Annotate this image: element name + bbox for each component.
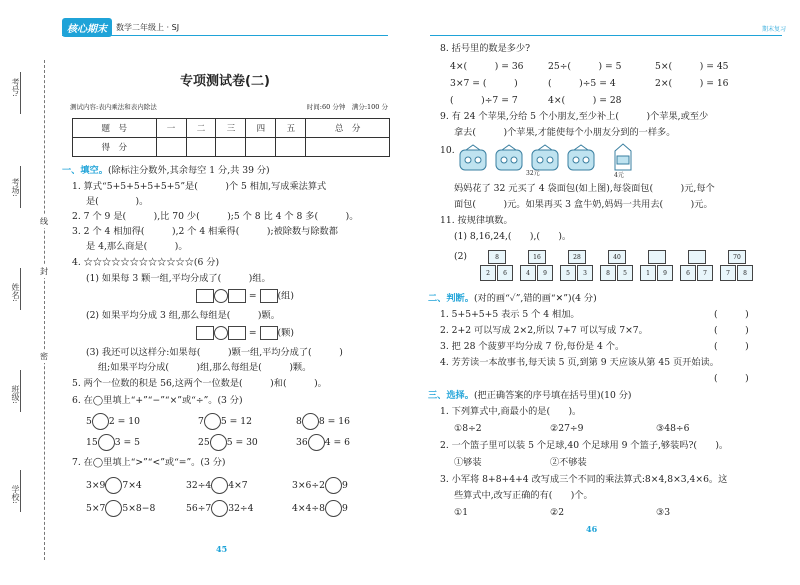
answer-box[interactable]: [260, 326, 278, 340]
brand-subtitle: 数学二年级上 · SJ: [116, 23, 180, 32]
score-cell: 得 分: [73, 138, 157, 157]
judge-answer[interactable]: ( ): [714, 309, 749, 320]
choice-option: ①1: [454, 507, 469, 518]
q7-left: 5×7: [86, 503, 106, 514]
q6-left: 25: [198, 437, 210, 448]
q6-left: 36: [296, 437, 308, 448]
name-line: [20, 268, 21, 310]
section-3-heading: [428, 389, 632, 403]
school-label: 学校:: [11, 485, 20, 504]
q6-item: [296, 413, 350, 430]
cube-top: 70: [728, 250, 746, 264]
q6-left: 15: [86, 437, 98, 448]
choice-1: 1. 下列算式中,商最小的是( )。: [440, 406, 582, 417]
judge-4: 4. 芳芳读一本故事书,每天读 5 页,到第 9 天应该从第 45 页开始读。: [440, 357, 719, 368]
cube-bottom-left: 4: [520, 265, 536, 281]
section-1-title: 一、填空。: [62, 165, 108, 176]
exam-number-label: 考号:: [11, 78, 20, 97]
brand-logo: 核心期末: [62, 18, 112, 37]
score-input-cell[interactable]: [156, 138, 186, 157]
choice-option: ①8÷2: [454, 423, 482, 434]
q8-cell: 4×( ) = 28: [548, 95, 622, 106]
section-2-note: (对的画“✓”,错的画“✕”)(4 分): [473, 293, 597, 304]
test-full-score: 满分:100 分: [351, 103, 388, 111]
binding-margin: [0, 0, 52, 585]
test-time-score: [307, 102, 388, 111]
score-input-cell[interactable]: [186, 138, 216, 157]
unit-label: (组): [277, 290, 294, 302]
choice-option: ①够装: [454, 457, 482, 468]
page-title: 专项测试卷(二): [180, 74, 270, 89]
q6-item: [86, 434, 140, 451]
q7-left: 3×9: [86, 480, 106, 491]
q7-right: 32÷4: [228, 503, 254, 514]
choice-option: ②27÷9: [550, 423, 584, 434]
cube-bottom-right: 7: [697, 265, 713, 281]
bread-bag-icon: [458, 144, 488, 172]
judge-2: 2. 2+2 可以写成 2×2,所以 7+7 可以写成 7×7。: [440, 325, 648, 336]
bread-bag-icon: [530, 144, 560, 172]
q7-item: [186, 477, 248, 494]
q8-cell: 5×( ) = 45: [655, 61, 729, 72]
choice-3b: 些算式中,改写正确的有( )个。: [454, 490, 593, 501]
cube-bottom-left: 6: [680, 265, 696, 281]
score-table-header-row: [73, 119, 390, 138]
school-line: [20, 470, 21, 512]
score-cell: 二: [186, 119, 216, 138]
page-number-left: 45: [216, 544, 228, 554]
operator-circle[interactable]: [98, 434, 115, 451]
exam-room-label: 考场:: [11, 178, 20, 197]
question-11: 11. 按规律填数。: [440, 215, 513, 226]
name-label: 姓名:: [11, 283, 20, 302]
judge-answer[interactable]: ( ): [714, 325, 749, 336]
cube-bottom-right: 8: [737, 265, 753, 281]
q7-left: 56÷7: [186, 503, 212, 514]
cube-bottom-right: 9: [657, 265, 673, 281]
judge-1: 1. 5+5+5+5 表示 5 个 4 相加。: [440, 309, 580, 320]
unit-label: (颗): [277, 327, 294, 339]
choice-3a: 3. 小军将 8+8+4+4 改写成三个不同的乘法算式:8×4,8×3,4×6。这: [440, 474, 728, 485]
question-5: 5. 两个一位数的积是 56,这两个一位数是( )和( )。: [72, 378, 327, 389]
judge-3: 3. 把 28 个菠萝平均分成 7 份,每份是 4 个。: [440, 341, 625, 352]
q8-cell: 4×( ) = 36: [450, 61, 524, 72]
header-rule: [62, 35, 388, 36]
cube-top: 16: [528, 250, 546, 264]
judge-answer[interactable]: ( ): [714, 373, 749, 384]
test-meta: [70, 102, 388, 111]
binding-dashed-line: [44, 60, 45, 560]
cube-top: 40: [608, 250, 626, 264]
bread-price-label: 32元: [526, 170, 540, 177]
seal-mark-secret: 密: [40, 352, 48, 361]
compare-circle[interactable]: [325, 477, 342, 494]
score-input-cell[interactable]: [306, 138, 390, 157]
cube-bottom-right: 3: [577, 265, 593, 281]
milk-carton-icon: [612, 142, 634, 172]
test-content: 测试内容:表内乘法和表内除法: [70, 103, 157, 111]
question-3a: 3. 2 个 4 相加得( ),2 个 4 相乘得( );被除数与除数都: [72, 226, 338, 237]
q6-right: 4 = 6: [324, 437, 350, 448]
answer-box[interactable]: [260, 289, 278, 303]
class-line: [20, 370, 21, 412]
q6-left: 5: [86, 416, 92, 427]
q8-cell: 2×( ) = 16: [655, 78, 729, 89]
choice-option: ③48÷6: [656, 423, 690, 434]
score-table: [72, 118, 390, 157]
q7-left: 32÷4: [186, 480, 212, 491]
cube-top: 8: [488, 250, 506, 264]
section-2-title: 二、判断。: [428, 293, 474, 304]
operator-circle[interactable]: [92, 413, 109, 430]
cube-bottom-left: 1: [640, 265, 656, 281]
cube-bottom-left: 8: [600, 265, 616, 281]
question-11-1: (1) 8,16,24,( ),( )。: [454, 231, 572, 242]
exam-number-line: [20, 72, 21, 114]
bread-bag-icon: [566, 144, 596, 172]
score-input-cell[interactable]: [246, 138, 276, 157]
operator-circle[interactable]: [214, 326, 228, 340]
question-8: 8. 括号里的数是多少?: [440, 43, 531, 54]
section-3-title: 三、选择。: [428, 390, 474, 401]
q8-cell: ( )÷5 = 4: [548, 78, 616, 89]
section-1-note: (除标注分数外,其余每空 1 分,共 39 分): [107, 165, 270, 176]
operator-circle[interactable]: [210, 434, 227, 451]
cube-bottom-left: 5: [560, 265, 576, 281]
q7-item: [292, 477, 348, 494]
number-cube: [680, 250, 714, 284]
choice-option: ③3: [656, 507, 671, 518]
milk-price-label: 4元: [614, 172, 624, 179]
q8-cell: ( )÷7 = 7: [450, 95, 518, 106]
question-4: 4. ☆☆☆☆☆☆☆☆☆☆☆☆(6 分): [72, 257, 220, 268]
q6-item: [86, 413, 140, 430]
q6-right: 5 = 12: [220, 416, 252, 427]
q6-item: [296, 434, 350, 451]
question-4-3a: (3) 我还可以这样分:如果每( )颗一组,平均分成了( ): [86, 347, 343, 358]
q6-right: 5 = 30: [226, 437, 258, 448]
q7-left: 3×6÷2: [292, 480, 325, 491]
choice-option: ②2: [550, 507, 565, 518]
section-3-note: (把正确答案的序号填在括号里)(10 分): [473, 390, 632, 401]
q7-item: [86, 477, 142, 494]
operator-circle[interactable]: [204, 413, 221, 430]
number-cube: [600, 250, 634, 284]
q8-cell: 3×7 = ( ): [450, 78, 518, 89]
q7-item: [292, 500, 348, 517]
question-1a: 1. 算式“5+5+5+5+5+5”是( )个 5 相加,写成乘法算式: [72, 181, 327, 192]
cube-bottom-right: 9: [537, 265, 553, 281]
bread-bag-icon: [494, 144, 524, 172]
seal-mark-seal: 封: [40, 267, 48, 276]
q7-right: 4×7: [228, 480, 248, 491]
compare-circle[interactable]: [325, 500, 342, 517]
score-cell: 五: [276, 119, 306, 138]
operator-circle[interactable]: [308, 434, 325, 451]
score-cell: 一: [156, 119, 186, 138]
q7-right: 7×4: [122, 480, 142, 491]
number-cube: [640, 250, 674, 284]
header-tag: 期末复习: [761, 26, 786, 33]
compare-circle[interactable]: [211, 477, 228, 494]
question-4-2: (2) 如果平均分成 3 组,那么每组是( )颗。: [86, 310, 280, 321]
number-cube: [720, 250, 754, 284]
number-cube: [480, 250, 514, 284]
q8-cell: 25÷( ) = 5: [548, 61, 622, 72]
judge-answer[interactable]: ( ): [714, 341, 749, 352]
section-2-heading: [428, 292, 597, 306]
question-4-1-boxes: = (组): [196, 289, 294, 304]
question-11-2: (2): [454, 251, 468, 262]
q7-item: [86, 500, 155, 517]
cube-bottom-right: 6: [497, 265, 513, 281]
question-4-2-boxes: = (颗): [196, 326, 294, 341]
q7-item: [186, 500, 253, 517]
q7-right: 5×8−8: [122, 503, 156, 514]
question-4-3b: 组;如果平均分成( )组,那么每组是( )颗。: [98, 362, 312, 373]
q7-left: 4×4÷8: [292, 503, 325, 514]
question-7: 7. 在◯里填上“>”“<”或“=”。(3 分): [72, 457, 226, 468]
answer-box[interactable]: [196, 326, 214, 340]
class-label: 班级:: [11, 385, 20, 404]
question-10b: 面包( )元。如果再买 3 盒牛奶,妈妈一共用去( )元。: [454, 199, 713, 210]
operator-circle[interactable]: [214, 289, 228, 303]
compare-circle[interactable]: [105, 500, 122, 517]
score-cell: 总 分: [306, 119, 390, 138]
choice-option: ②不够装: [550, 457, 587, 468]
header-rule-right: [430, 35, 782, 36]
question-1b: 是( )。: [86, 196, 149, 207]
question-10a: 妈妈花了 32 元买了 4 袋面包(如上图),每袋面包( )元,每个: [454, 183, 715, 194]
section-1-heading: [62, 164, 270, 178]
question-6: 6. 在◯里填上“+”“−”“×”或“÷”。(3 分): [72, 395, 243, 406]
cube-bottom-left: 7: [720, 265, 736, 281]
answer-box[interactable]: [228, 326, 246, 340]
q6-right: 2 = 10: [108, 416, 140, 427]
q6-right: 8 = 16: [318, 416, 350, 427]
score-cell: 四: [246, 119, 276, 138]
answer-box[interactable]: [196, 289, 214, 303]
cube-top: [688, 250, 706, 264]
q7-right: 9: [341, 503, 348, 514]
q6-item: [198, 434, 258, 451]
test-time: 时间:60 分钟: [306, 103, 346, 111]
cube-bottom-left: 2: [480, 265, 496, 281]
score-table-score-row: [73, 138, 390, 157]
seal-mark-line: 线: [40, 217, 48, 226]
score-cell: 题 号: [73, 119, 157, 138]
score-input-cell[interactable]: [276, 138, 306, 157]
page-number-right: 46: [586, 524, 598, 534]
cube-top: 28: [568, 250, 586, 264]
question-2: 2. 7 个 9 是( ),比 70 少( );5 个 8 比 4 个 8 多( )。: [72, 211, 359, 222]
question-4-1: (1) 如果每 3 颗一组,平均分成了( )组。: [86, 273, 271, 284]
question-9a: 9. 有 24 个苹果,分给 5 个小朋友,至少补上( )个苹果,或至少: [440, 111, 709, 122]
compare-circle[interactable]: [105, 477, 122, 494]
exam-room-line: [20, 166, 21, 208]
compare-circle[interactable]: [211, 500, 228, 517]
score-input-cell[interactable]: [216, 138, 246, 157]
cube-bottom-right: 5: [617, 265, 633, 281]
q7-right: 9: [341, 480, 348, 491]
choice-2: 2. 一个篮子里可以装 5 个足球,40 个足球用 9 个篮子,够装吗?( )。: [440, 440, 729, 451]
question-10-number: 10.: [440, 145, 455, 156]
operator-circle[interactable]: [302, 413, 319, 430]
q6-left: 8: [296, 416, 302, 427]
question-3b: 是 4,那么商是( )。: [86, 241, 188, 252]
right-page: [400, 0, 800, 585]
q6-left: 7: [198, 416, 204, 427]
q6-item: [198, 413, 252, 430]
number-cube: [560, 250, 594, 284]
cube-top: [648, 250, 666, 264]
number-cube: [520, 250, 554, 284]
answer-box[interactable]: [228, 289, 246, 303]
q6-right: 3 = 5: [114, 437, 140, 448]
score-cell: 三: [216, 119, 246, 138]
question-9b: 拿去( )个苹果,才能使每个小朋友分到的一样多。: [454, 127, 676, 138]
